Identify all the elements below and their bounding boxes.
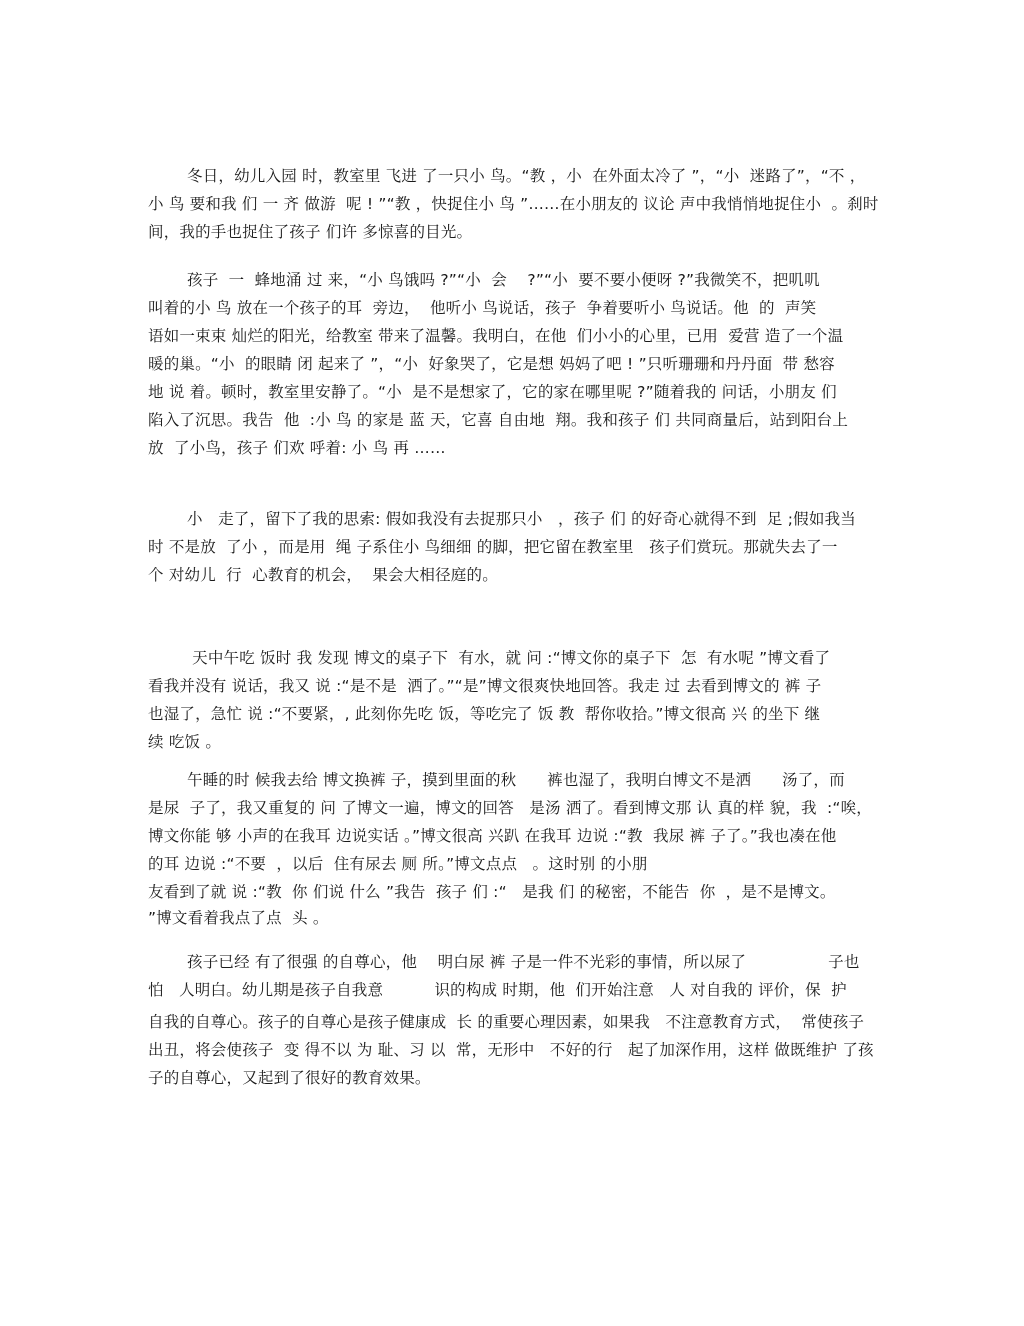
text-line: 语如一束束 灿烂的阳光，给教室 带来了温馨。我明白，在他 们小小的心里，已用 爱营 造了一个温 [148,327,844,345]
text-line: 小 走了，留下了我的思索: 假如我没有去捉那只小 ，孩子 们 的好奇心就得不到 足 ;假如我当 [187,510,856,528]
text-line: 续 吃饭 。 [148,733,222,751]
text-line: 友看到了就 说 :“教 你 们说 什么 ”我告 孩子 们 :“ 是我 们 的秘密，不能告 你 ，是不是博文。 [148,883,836,901]
text-line: 孩子已经 有了很强 的自尊心，他 明白尿 裤 子是一件不光彩的事情，所以尿了 子也 [187,953,860,971]
text-line: 地 说 着。顿时，教室里安静了。“小 是不是想家了，它的家在哪里呢 ?”随着我的 问话，小朋友 们 [148,383,837,401]
text-line: ”博文看着我点了点 头 。 [148,909,329,927]
text-line: 天中午吃 饭时 我 发现 博文的桌子下 有水，就 问 :“博文你的桌子下 怎 有水呢 ”博文看了 [187,649,831,667]
text-line: 午睡的时 候我去给 博文换裤 子，摸到里面的秋 裤也湿了，我明白博文不是洒 汤了，而 [187,771,845,789]
text-line: 个 对幼儿 行 心教育的机会， 果会大相径庭的。 [148,566,498,584]
text-line: 也湿了，急忙 说 :“不要紧，, 此刻你先吃 饭，等吃完了 饭 教 帮你收拾。”博文很高 兴 的坐下 继 [148,705,821,723]
text-line: 暖的巢。“小 的眼睛 闭 起来了 ”，“小 好象哭了，它是想 妈妈了吧 ! ”只听珊珊和丹丹面 带 愁容 [148,355,835,373]
text-line: 看我并没有 说话，我又 说 :“是不是 洒了。”“是”博文很爽快地回答。我走 过 去看到博文的 裤 子 [148,677,822,695]
text-line: 自我的自尊心。孩子的自尊心是孩子健康成 长 的重要心理因素，如果我 不注意教育方式， 常使孩子 [148,1013,865,1031]
text-line: 叫着的小 鸟 放在一个孩子的耳 旁边， 他听小 鸟说话，孩子 争着要听小 鸟说话。他 的 声笑 [148,299,817,317]
text-line: 放 了小鸟，孩子 们欢 呼着: 小 鸟 再 …… [148,439,446,457]
text-line: 的耳 边说 :“不要 ，以后 住有尿去 厕 所。”博文点点 。这时别 的小朋 [148,855,648,873]
text-line: 子的自尊心，又起到了很好的教育效果。 [148,1069,431,1087]
text-line: 博文你能 够 小声的在我耳 边说实话 。”博文很高 兴趴 在我耳 边说 :“教 我尿 裤 子了。”我也凑在他 [148,827,837,845]
text-line: 孩子 一 蜂地涌 过 来，“小 鸟饿吗 ?”“小 会 ?”“小 要不要小便呀 ?”我微笑不，把叽叽 [187,271,820,289]
text-line: 出丑，将会使孩子 变 得不以 为 耻、习 以 常，无形中 不好的行 起了加深作用，这样 做既维护 了孩 [148,1041,874,1059]
text-line: 时 不是放 了小 ，而是用 绳 子系住小 鸟细细 的脚，把它留在教室里 孩子们赏玩。那就失去了一 [148,538,838,556]
text-line: 间，我的手也捉住了孩子 们许 多惊喜的目光。 [148,223,473,241]
text-line: 陷入了沉思。我告 他 :小 鸟 的家是 蓝 天，它喜 自由地 翔。我和孩子 们 共同商量后，站到阳台上 [148,411,849,429]
text-line: 冬日，幼儿入园 时，教室里 飞进 了一只小 鸟。“教 ，小 在外面太冷了 ”，“小 迷路了”，“不 ， [187,167,866,185]
text-line: 怕 人明白。幼儿期是孩子自我意 识的构成 时期，他 们开始注意 人 对自我的 评价，保 护 [148,981,847,999]
text-line: 是尿 子了，我又重复的 问 了博文一遍，博文的回答 是汤 洒了。看到博文那 认 真的样 貌，我 :“唉， [148,799,873,817]
text-line: 小 鸟 要和我 们 一 齐 做游 呢 ! ”“教 ，快捉住小 鸟 ”……在小朋友的 议论 声中我悄悄地捉住小 。刹时 [148,195,879,213]
